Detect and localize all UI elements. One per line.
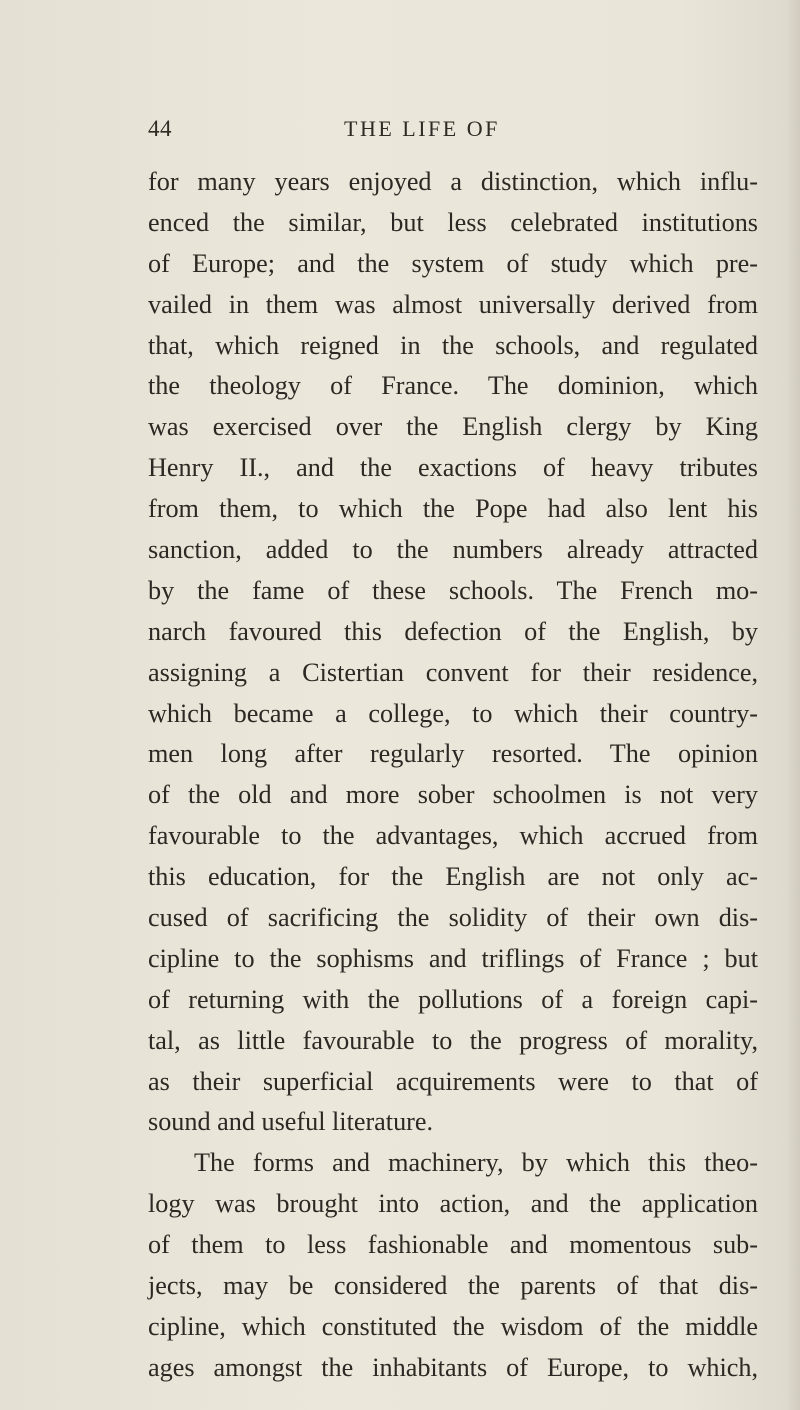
text-line: cipline, which constituted the wisdom of the middle (148, 1311, 758, 1341)
running-title: THE LIFE OF (344, 116, 500, 141)
text-line: by the fame of these schools. The French mo- (148, 575, 758, 605)
text-line: which became a college, to which their country- (148, 698, 758, 728)
text-line: assigning a Cistertian convent for their residence, (148, 657, 758, 687)
text-line: as their superficial acquirements were to that of (148, 1066, 758, 1096)
text-line: of Europe; and the system of study which pre- (148, 248, 758, 278)
body-text (148, 162, 758, 1389)
page-number: 44 (148, 116, 172, 141)
text-line: of returning with the pollutions of a foreign capi- (148, 984, 758, 1014)
text-line: cused of sacrificing the solidity of their own dis- (148, 903, 758, 933)
text-line: this education, for the English are not only ac- (148, 862, 758, 892)
page-edge-shadow (786, 0, 800, 1410)
text-line: jects, may be considered the parents of that dis- (148, 1271, 758, 1301)
paragraph-1 (148, 162, 758, 1143)
text-line: men long after regularly resorted. The opinion (148, 739, 758, 769)
text-line: The forms and machinery, by which this theo- (194, 1148, 758, 1178)
paragraph-2 (148, 1143, 758, 1388)
text-line: tal, as little favourable to the progress of morality, (148, 1025, 758, 1055)
running-head (148, 116, 758, 156)
text-line: for many years enjoyed a distinction, which influ- (148, 167, 758, 196)
text-line: cipline to the sophisms and triflings of France ; but (148, 943, 758, 973)
text-line: logy was brought into action, and the application (148, 1189, 758, 1219)
text-line: the theology of France. The dominion, which (148, 371, 758, 401)
text-line: ages amongst the inhabitants of Europe, to which, (148, 1352, 758, 1382)
text-line: favourable to the advantages, which accrued from (148, 821, 758, 851)
text-line: sound and useful literature. (148, 1107, 434, 1137)
text-line: narch favoured this defection of the English, by (148, 616, 758, 646)
text-line: enced the similar, but less celebrated institutions (148, 207, 758, 237)
text-line: sanction, added to the numbers already attracted (148, 535, 758, 565)
text-line: of the old and more sober schoolmen is not very (148, 780, 758, 810)
text-line: of them to less fashionable and momentous sub- (148, 1230, 758, 1260)
text-line: from them, to which the Pope had also lent his (148, 494, 758, 524)
text-line: vailed in them was almost universally derived from (148, 289, 758, 319)
text-line: was exercised over the English clergy by King (148, 412, 758, 442)
text-line: Henry II., and the exactions of heavy tributes (148, 453, 758, 483)
text-line: that, which reigned in the schools, and regulated (148, 330, 758, 360)
